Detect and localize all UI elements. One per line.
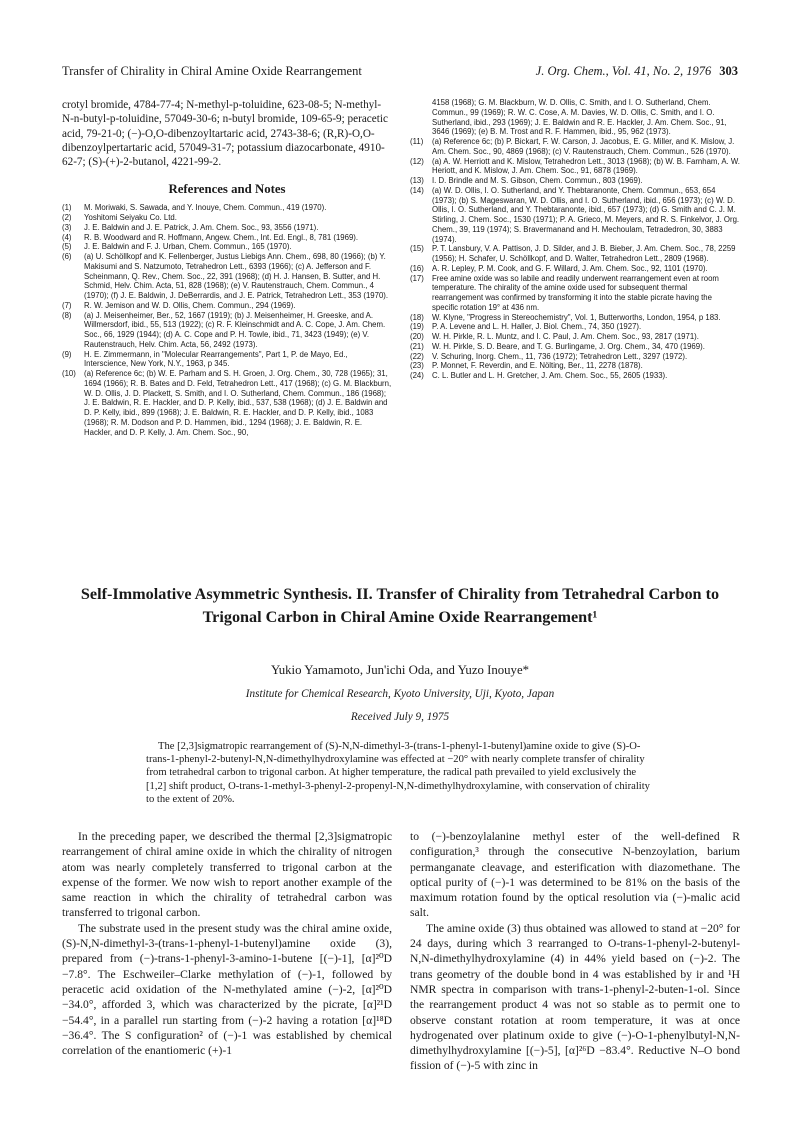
reference-item [410,137,740,157]
reference-item [410,313,740,323]
reference-number: (14) [410,185,424,195]
reference-item [410,371,740,381]
reference-item [62,233,392,243]
reference-item [410,322,740,332]
institution: Institute for Chemical Research, Kyoto University, Uji, Kyoto, Japan [245,688,555,700]
reference-number: (8) [62,310,72,320]
reference-number: (21) [410,341,424,351]
body-paragraph: The substrate used in the present study was the chiral amine oxide, (S)-N,N-dimethyl-3-(trans-1-phenyl-1-butenyl)amine oxide (3), prepared from (−)-trans-1-phenyl-3-amino-1-butene [(−)-1], [α]²⁰D −7.8°. The Eschweiler–Clarke methylation of (−)-1, followed by peracetic acid oxidation of the N-methylated amine (−)-2, [α]²⁰D −34.0°, afforded 3, which was characterized by the picrate, [α]²¹D −54.4°, in a parallel run starting from (−)-2 having a rotation [α]¹⁸D −36.4°. The S configuration² of (−)-1 was established by chemical correlation of the enantiomeric (+)-1 [62,921,392,1058]
reference-text: J. E. Baldwin and J. E. Patrick, J. Am. Chem. Soc., 93, 3556 (1971). [84,222,319,232]
reference-text: 4158 (1968); G. M. Blackburn, W. D. Ollis, C. Smith, and I. O. Sutherland, Chem. Commun., 99 (1969); R. W. C. Cose, A. M. Davies, W. D. Ollis, C. Smith, and I. O. Sutherland, ibid., 293 (1969); J. E. Baldwin and R. E. Hackler, J. Am. Chem. Soc., 91, 3646 (1969); (e) B. M. Trost and R. F. Hammen, ibid., 95, 962 (1973). [432,98,727,137]
reference-text: (a) J. Meisenheimer, Ber., 52, 1667 (1919); (b) J. Meisenheimer, H. Greeske, and A. Willmersdorf, ibid., 55, 513 (1922); (c) R. F. Kleinschmidt and A. C. Cope, J. Am. Chem. Soc., 66, 1929 (1944); (d) A. C. Cope and P. H. Towle, ibid., 71, 3423 (1949); (e) V. Rautenstrauch, Helv. Chim. Acta, 56, 2492 (1973). [84,310,386,349]
reference-text: (a) U. Schöllkopf and K. Fellenberger, Justus Liebigs Ann. Chem., 698, 80 (1966); (b) Y. Makisumi and S. Natzumoto, Tetrahedron Lett., 6393 (1966); (c) A. Jefferson and F. Scheinmann, Q. Rev., Chem. Soc., 22, 391 (1968); (d) H. J. Hansen, B. Sutter, and H. Schmid, Helv. Chim. Acta, 51, 828 (1968); (e) V. Rautenstrauch, Chem. Commun., 4 (1970); (f) J. E. Baldwin, J. DeBerrardis, and J. E. Patrick, Tetrahedron Lett., 353 (1970). [84,252,389,301]
reference-item [410,98,740,137]
reference-number: (24) [410,371,424,380]
body-paragraph: The amine oxide (3) thus obtained was allowed to stand at −20° for 24 days, during which 3 rearranged to O-trans-1-phenyl-2-butenyl-N,N-dimethylhydroxylamine (4) in 44% yield based on (−)-2. The trans geometry of the double bond in 4 was established by ir and ¹H NMR spectra in comparison with trans-1-phenyl-2-buten-1-ol. Since the rearrangement product 4 was not so stable as to permit one to observe constant rotation at room temperature, it was at once hydrogenated over platinum oxide to give (−)-O-1-phenylbutyl-N,N-dimethylhydroxylamine [(−)-5], [α]²⁶D −83.4°. Reductive N–O bond fission of (−)-5 with zinc in [410,921,740,1073]
body-paragraph: to (−)-benzoylalanine methyl ester of the well-defined R configuration,³ through the consecutive N-benzoylation, barium permanganate cleavage, and esterification with diazomethane. The optical purity of (−)-1 was determined to be 81% on the basis of the maximum rotation found by the optical resolution via (−)-malic acid salt. [410,830,740,920]
reference-number: (9) [62,349,72,359]
reference-number: (7) [62,300,72,310]
reference-item [62,369,392,437]
running-title: Transfer of Chirality in Chiral Amine Oxide Rearrangement [62,64,362,78]
reference-number: (18) [410,312,424,322]
reference-text: M. Moriwaki, S. Sawada, and Y. Inouye, Chem. Commun., 419 (1970). [84,203,327,213]
reference-text: Yoshitomi Seiyaku Co. Ltd. [84,213,177,223]
reference-number: (3) [62,222,72,232]
right-column [410,98,740,381]
reference-item [410,342,740,352]
reference-text: W. H. Pirkle, S. D. Beare, and T. G. Burlingame, J. Org. Chem., 34, 470 (1969). [432,341,705,351]
reference-item [62,213,392,223]
reference-text: J. E. Baldwin and F. J. Urban, Chem. Commun., 165 (1970). [84,242,292,252]
reference-text: (a) A. W. Herriott and K. Mislow, Tetrahedron Lett., 3013 (1968); (b) W. B. Farnham, A. W. Heriott, and K. Mislow, J. Am. Chem. Soc., 91, 6878 (1969). [432,156,740,176]
reference-number: (22) [410,351,424,361]
body-paragraph: In the preceding paper, we described the thermal [2,3]sigmatropic rearrangement of chiral amine oxide in which the chirality of nitrogen atom was nearly completely transferred to trigonal carbon at the expense of the former. We now wish to report another example of the same reaction in which the chirality of tetrahedral carbon was transferred to trigonal carbon. [62,830,392,920]
reference-item [62,350,392,370]
reference-item [62,223,392,233]
references-list-left [62,203,392,437]
reference-item [410,244,740,264]
abstract: The [2,3]sigmatropic rearrangement of (S)-N,N-dimethyl-3-(trans-1-phenyl-1-butenyl)amine oxide to give (S)-O-trans-1-phenyl-2-butenyl-N,N-dimethylhydroxylamine was effected at −20° with nearly complete transfer of chirality from tetrahedral carbon to trigonal carbon. At higher temperature, the radical path prevailed to yield exclusively the [1,2] shift product, O-trans-1-methyl-3-phenyl-2-propenyl-N,N-dimethylhydroxylamine, with conservation of chirality to the extent of 20%. [146,741,650,805]
reference-text: (a) Reference 6c; (b) W. E. Parham and S. H. Groen, J. Org. Chem., 30, 728 (1965); 31, 1694 (1966); R. B. Bates and D. Feld, Tetrahedron Lett., 417 (1968); (c) G. M. Blackburn, W. D. Ollis, J. D. Plackett, S. Smith, and I. O. Sutherland, Chem. Commun., 186 (1968); J. E. Baldwin, R. E. Hackler, and D. P. Kelly, ibid., 537, 538 (1968); (d) J. E. Baldwin and D. P. Kelly, ibid., 899 (1968); J. E. Baldwin, R. E. Hackler, and D. P. Kelly, ibid., 1083 (1968); R. M. Dodson and P. D. Hammen, ibid., 1294 (1968); J. E. Baldwin, R. E. Hackler, and D. P. Kelly, J. Am. Chem. Soc., 90, [84,369,392,437]
reference-item [410,264,740,274]
reference-item [62,252,392,301]
reference-text: W. Klyne, "Progress in Stereochemistry", Vol. 1, Butterworths, London, 1954, p 183. [432,312,721,322]
reference-text: P. A. Levene and L. H. Haller, J. Biol. Chem., 74, 350 (1927). [432,322,642,332]
reference-text: P. T. Lansbury, V. A. Pattison, J. D. Silder, and J. B. Bieber, J. Am. Chem. Soc., 78, 2259 (1956); H. Schafer, U. Schöllkopf, and D. Walter, Tetrahedron Lett., 2809 (1968). [432,244,736,263]
page-number: 303 [719,64,738,78]
reference-item [410,361,740,371]
reference-number: (12) [410,156,424,166]
reference-item [410,186,740,245]
body-right-column [410,829,740,1074]
reference-number: (6) [62,252,72,262]
reference-text: W. H. Pirkle, R. L. Muntz, and I. C. Paul, J. Am. Chem. Soc., 93, 2817 (1971). [432,332,699,341]
reference-item [410,157,740,177]
reference-number: (1) [62,203,72,213]
reference-number: (19) [410,322,424,332]
received-date: Received July 9, 1975 [350,711,450,723]
reference-item [62,311,392,350]
reference-text: I. D. Brindle and M. S. Gibson, Chem. Commun., 803 (1969). [432,176,643,185]
reference-number: (17) [410,273,424,283]
body-left-column [62,829,392,1058]
reference-text: A. R. Lepley, P. M. Cook, and G. F. Willard, J. Am. Chem. Soc., 92, 1101 (1970). [432,263,708,273]
reference-text: C. L. Butler and L. H. Gretcher, J. Am. Chem. Soc., 55, 2605 (1933). [432,371,668,380]
references-list-right [410,98,740,381]
reference-text: (a) Reference 6c; (b) P. Bickart, F. W. Carson, J. Jacobus, E. G. Miller, and K. Mislow, J. Am. Chem. Soc., 90, 4869 (1968); (c) V. Rautenstrauch, Chem. Commun., 526 (1970). [432,137,735,156]
reference-number: (4) [62,232,72,242]
reference-item [410,274,740,313]
reference-text: R. W. Jemison and W. D. Ollis, Chem. Commun., 294 (1969). [84,300,296,310]
reference-number: (15) [410,244,424,254]
reference-number: (2) [62,213,72,223]
reference-number: (23) [410,361,424,371]
authors: Yukio Yamamoto, Jun'ichi Oda, and Yuzo Inouye* [270,663,530,677]
reference-item [410,352,740,362]
reference-text: (a) W. D. Ollis, I. O. Sutherland, and Y. Thebtaranonte, Chem. Commun., 653, 654 (1973); (b) S. Mageswaran, W. D. Ollis, and I. O. Sutherland, ibid., 656 (1973); (c) W. D. Ollis, I. O. Sutherland, and Y. Thebtaranonte, ibid., 657 (1973); (d) G. Smith and C. J. M. Stirling, J. Chem. Soc., 1530 (1971); P. A. Grieco, M. Meyers, and R. S. Finkelvor, J. Org. Chem., 39, 119 (1974); S. Bravermanand and H. Mechoulam, Tetradedron, 30, 3883 (1974). [432,185,740,244]
reference-item [62,242,392,252]
reference-text: V. Schuring, Inorg. Chem., 11, 736 (1972); Tetrahedron Lett., 3297 (1972). [432,351,688,361]
left-column [62,98,392,437]
reference-item [62,203,392,213]
reference-item [410,176,740,186]
reference-text: R. B. Woodward and R. Hoffmann, Angew. Chem., Int. Ed. Engl., 8, 781 (1969). [84,232,359,242]
reference-number: (10) [62,369,76,379]
reference-number: (13) [410,176,424,185]
references-heading: References and Notes [168,182,286,197]
reference-number: (20) [410,332,424,341]
registry-numbers: crotyl bromide, 4784-77-4; N-methyl-p-toluidine, 623-08-5; N-methyl-N-n-butyl-p-toluidine, 57049-30-6; n-butyl bromide, 109-65-9; peracetic acid, 79-21-0; (−)-O,O-dibenzoyltartaric acid, 2743-38-6; (R,R)-O,O-dibenzoylpertartaric acid, 57049-31-7; potassium diazocarbonate, 4910-62-7; (S)-(+)-2-butanol, 4221-99-2. [62,99,388,169]
journal-name: J. Org. Chem., Vol. 41, No. 2, 1976 [535,64,712,78]
reference-text: H. E. Zimmermann, in "Molecular Rearrangements", Part 1, P. de Mayo, Ed., Interscience, New York, N.Y., 1963, p 345. [84,349,348,369]
reference-number: (5) [62,242,72,252]
reference-text: Free amine oxide was so labile and readily underwent rearrangement even at room temperature. The chirality of the amine oxide used for subsequent thermal rearrangement was confirmed by transforming it into the stable picrate having the specific rotation 19° at 436 nm. [432,273,719,312]
reference-number: (16) [410,263,424,273]
reference-number: (11) [410,137,424,146]
reference-item [62,301,392,311]
reference-item [410,332,740,342]
article-title: Self-Immolative Asymmetric Synthesis. II. Transfer of Chirality from Tetrahedral Carbon to Trigonal Carbon in Chiral Amine Oxide Rearrangement¹ [80,585,720,626]
reference-text: P. Monnet, F. Reverdin, and E. Nölting, Ber., 11, 2278 (1878). [432,361,643,371]
journal-citation [536,64,738,79]
